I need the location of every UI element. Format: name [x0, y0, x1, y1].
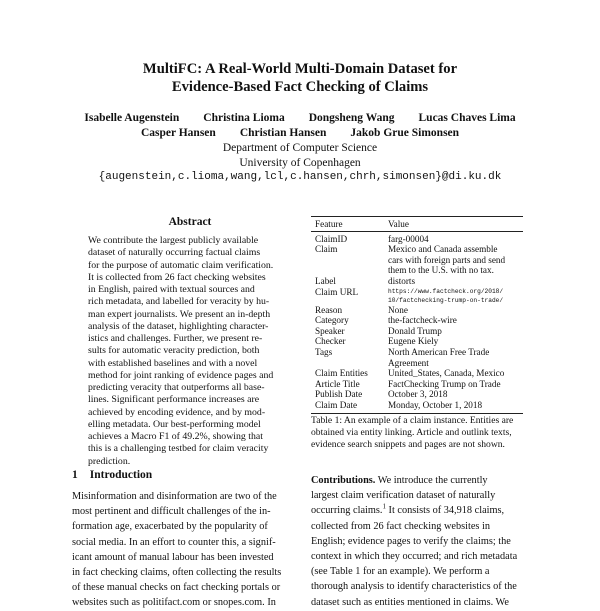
intro-line: websites such as politifact.com or snopes.com. In — [72, 597, 276, 609]
abstract-line: prediction. — [88, 455, 131, 467]
abstract-line: method for joint ranking of evidence pages and — [88, 369, 274, 381]
table-cell-value-line: 10/factchecking-trump-on-trade/ — [388, 296, 504, 304]
abstract-line: man expert journalists. We present an in-depth — [88, 308, 271, 320]
table-header-value: Value — [388, 217, 523, 232]
abstract-line: achieved by encoding evidence, and by mod- — [88, 406, 266, 418]
introduction-body — [72, 489, 294, 611]
abstract-line: We contribute the largest publicly available — [88, 235, 259, 246]
table-cell-value-line: None — [388, 304, 408, 315]
table-cell-feature: Claim URL — [315, 286, 359, 297]
table-cell-feature: Claim Entities — [315, 368, 368, 379]
caption-line: obtained via entity linking. Article and outlink texts, — [311, 427, 512, 439]
table-cell-feature: Reason — [315, 304, 343, 315]
table-cell-feature: Speaker — [315, 325, 345, 336]
intro-line: icant amount of manual labour has been invested — [72, 551, 274, 563]
table-cell-value — [388, 287, 523, 305]
table-cell-value — [388, 244, 523, 276]
table-header-row — [311, 217, 523, 232]
abstract-line: sults for automatic veracity prediction, both — [88, 345, 260, 357]
table-row — [311, 379, 523, 390]
author-name: Christina Lioma — [203, 112, 285, 124]
contrib-line: context in which they occurred; and rich metadata — [311, 551, 518, 563]
paper-title — [0, 60, 600, 96]
table-cell-value-line: https://www.factcheck.org/2018/ — [388, 287, 504, 295]
table-cell-value-line: Eugene Kiely — [388, 336, 439, 347]
contributions-label: Contributions. — [311, 475, 376, 486]
contrib-line: dataset such as entities mentioned in claims. We — [311, 596, 510, 608]
table-cell-value-line: United_States, Canada, Mexico — [388, 368, 505, 379]
authors-row-2 — [0, 126, 600, 141]
contrib-line: collected from 26 fact checking websites in — [311, 520, 490, 532]
table-cell-feature: Claim Date — [311, 400, 388, 413]
author-name: Isabelle Augenstein — [84, 112, 180, 124]
table-cell-value-line: October 3, 2018 — [388, 389, 448, 400]
contributions-paragraph — [311, 473, 533, 610]
abstract-line: dataset of naturally occurring factual claims — [88, 247, 261, 259]
caption-line: evidence search snippets and pages are not shown. — [311, 439, 505, 451]
abstract-line: achieves a Macro F1 of 49.2%, showing that — [88, 431, 263, 442]
contrib-line — [311, 503, 533, 518]
footnote-marker[interactable]: 1 — [382, 502, 386, 511]
table-row — [311, 336, 523, 347]
intro-line: social media. In an effort to counter this, a signif- — [72, 536, 276, 548]
table-cell-feature: Category — [315, 315, 349, 326]
author-name: Casper Hansen — [140, 127, 216, 139]
authors-row-1 — [0, 111, 600, 126]
abstract-line: in English, paired with textual sources and — [88, 284, 255, 295]
affiliation — [0, 141, 600, 171]
table-header-feature: Feature — [311, 217, 388, 232]
contrib-text: We introduce the currently — [375, 475, 488, 486]
table-row — [311, 326, 523, 337]
abstract-line: with established baselines and with a novel — [88, 357, 258, 369]
abstract-line: rich metadata, and labelled for veracity by hu- — [88, 296, 270, 308]
table-row — [311, 231, 523, 244]
abstract-line: It is collected from 26 fact checking websites — [88, 271, 266, 283]
table-cell-value — [388, 336, 523, 347]
table-row — [311, 276, 523, 287]
table-caption — [311, 415, 524, 452]
table-cell-feature: ClaimID — [315, 233, 348, 244]
contrib-line: largest claim verification dataset of naturally — [311, 490, 496, 502]
table-cell-feature: Label — [315, 275, 336, 286]
table-cell-value — [388, 347, 523, 368]
table-cell-value — [388, 231, 523, 244]
contrib-text: occurring claims. — [311, 505, 383, 517]
department: Department of Computer Science — [222, 142, 378, 154]
contrib-line: English; evidence pages to verify the claims; the — [311, 535, 511, 547]
table-row — [311, 389, 523, 400]
title-line-2: Evidence-Based Fact Checking of Claims — [171, 79, 429, 95]
table-cell-feature: Tags — [315, 346, 333, 357]
table-cell-value-line: farg-00004 — [388, 233, 429, 244]
author-emails: {augenstein,c.lioma,wang,lcl,c.hansen,chrh,simonsen}@di.ku.dk — [98, 171, 502, 183]
intro-line: formation age, exacerbated by the popularity of — [72, 521, 268, 533]
intro-line: of these manual checks on fact checking portals or — [72, 582, 281, 594]
contrib-text: It consists of 34,918 claims, — [385, 505, 505, 517]
table-cell-feature: Publish Date — [315, 389, 363, 400]
table-row — [311, 347, 523, 368]
caption-line: Table 1: An example of a claim instance. Entities are — [311, 415, 514, 426]
table-cell-value — [388, 400, 523, 413]
table-row — [311, 305, 523, 316]
abstract-heading: Abstract — [168, 216, 212, 228]
abstract-line: for the purpose of automatic claim verification. — [88, 259, 274, 271]
author-name: Dongsheng Wang — [308, 112, 395, 124]
title-line-1: MultiFC: A Real-World Multi-Domain Dataset for — [142, 61, 458, 77]
table-row — [311, 368, 523, 379]
table-cell-value-line: the-factcheck-wire — [388, 315, 457, 326]
table-cell-value-line: North American Free Trade — [388, 346, 490, 357]
section-number: 1 — [72, 469, 78, 481]
table-cell-value — [388, 315, 523, 326]
contrib-line: (see Table 1 for an example). We perform a — [311, 566, 490, 578]
table-cell-value-line: Donald Trump — [388, 325, 442, 336]
intro-line: in fact checking claims, often collecting the results — [72, 567, 282, 579]
author-name: Lucas Chaves Lima — [418, 112, 516, 124]
table-cell-value-line: distorts — [388, 275, 416, 286]
table-cell-value-line: them to the U.S. with no tax. — [388, 265, 494, 276]
author-name: Jakob Grue Simonsen — [350, 127, 460, 139]
intro-line: Misinformation and disinformation are two of the — [72, 491, 277, 502]
abstract-line: this is a challenging testbed for claim veracity — [88, 443, 269, 455]
abstract-line: lines. Significant performance increases are — [88, 394, 260, 406]
abstract-line: predicting veracity that outperforms all base- — [88, 382, 265, 393]
abstract-body — [88, 235, 291, 468]
table-cell-value-line: Mexico and Canada assemble — [388, 244, 498, 255]
author-name: Christian Hansen — [239, 127, 327, 139]
abstract-line: elling metadata. Our best-performing model — [88, 418, 261, 430]
abstract-line: analysis of the dataset, highlighting character- — [88, 320, 269, 332]
table-row — [311, 287, 523, 305]
author-list — [0, 111, 600, 141]
table-cell-value-line: cars with foreign parts and send — [388, 254, 506, 265]
section-title: Introduction — [89, 469, 153, 481]
claim-example-table — [311, 216, 523, 414]
table-body — [311, 231, 523, 413]
table-cell-feature: Claim — [315, 244, 338, 255]
table-cell-value-line: Agreement — [388, 357, 429, 368]
table-cell-feature: Article Title — [315, 378, 360, 389]
contrib-line — [311, 473, 533, 488]
table-cell-value-line: FactChecking Trump on Trade — [388, 378, 501, 389]
table-row — [311, 315, 523, 326]
table-row — [311, 400, 523, 413]
table-cell-value — [388, 368, 523, 379]
table-cell-value-line: Monday, October 1, 2018 — [388, 399, 483, 410]
section-heading-introduction — [72, 469, 152, 481]
table-cell-value — [388, 389, 523, 400]
contrib-line: thorough analysis to identify characteristics of the — [311, 581, 517, 593]
table-cell-value — [388, 276, 523, 287]
intro-line: most pertinent and difficult challenges of the in- — [72, 506, 271, 518]
table-row — [311, 244, 523, 276]
table-cell-value — [388, 379, 523, 390]
table-cell-feature: Checker — [315, 336, 346, 347]
university: University of Copenhagen — [239, 157, 361, 169]
abstract-line: istics and challenges. Further, we present re- — [88, 333, 263, 344]
table-cell-value — [388, 326, 523, 337]
table-cell-value — [388, 305, 523, 316]
